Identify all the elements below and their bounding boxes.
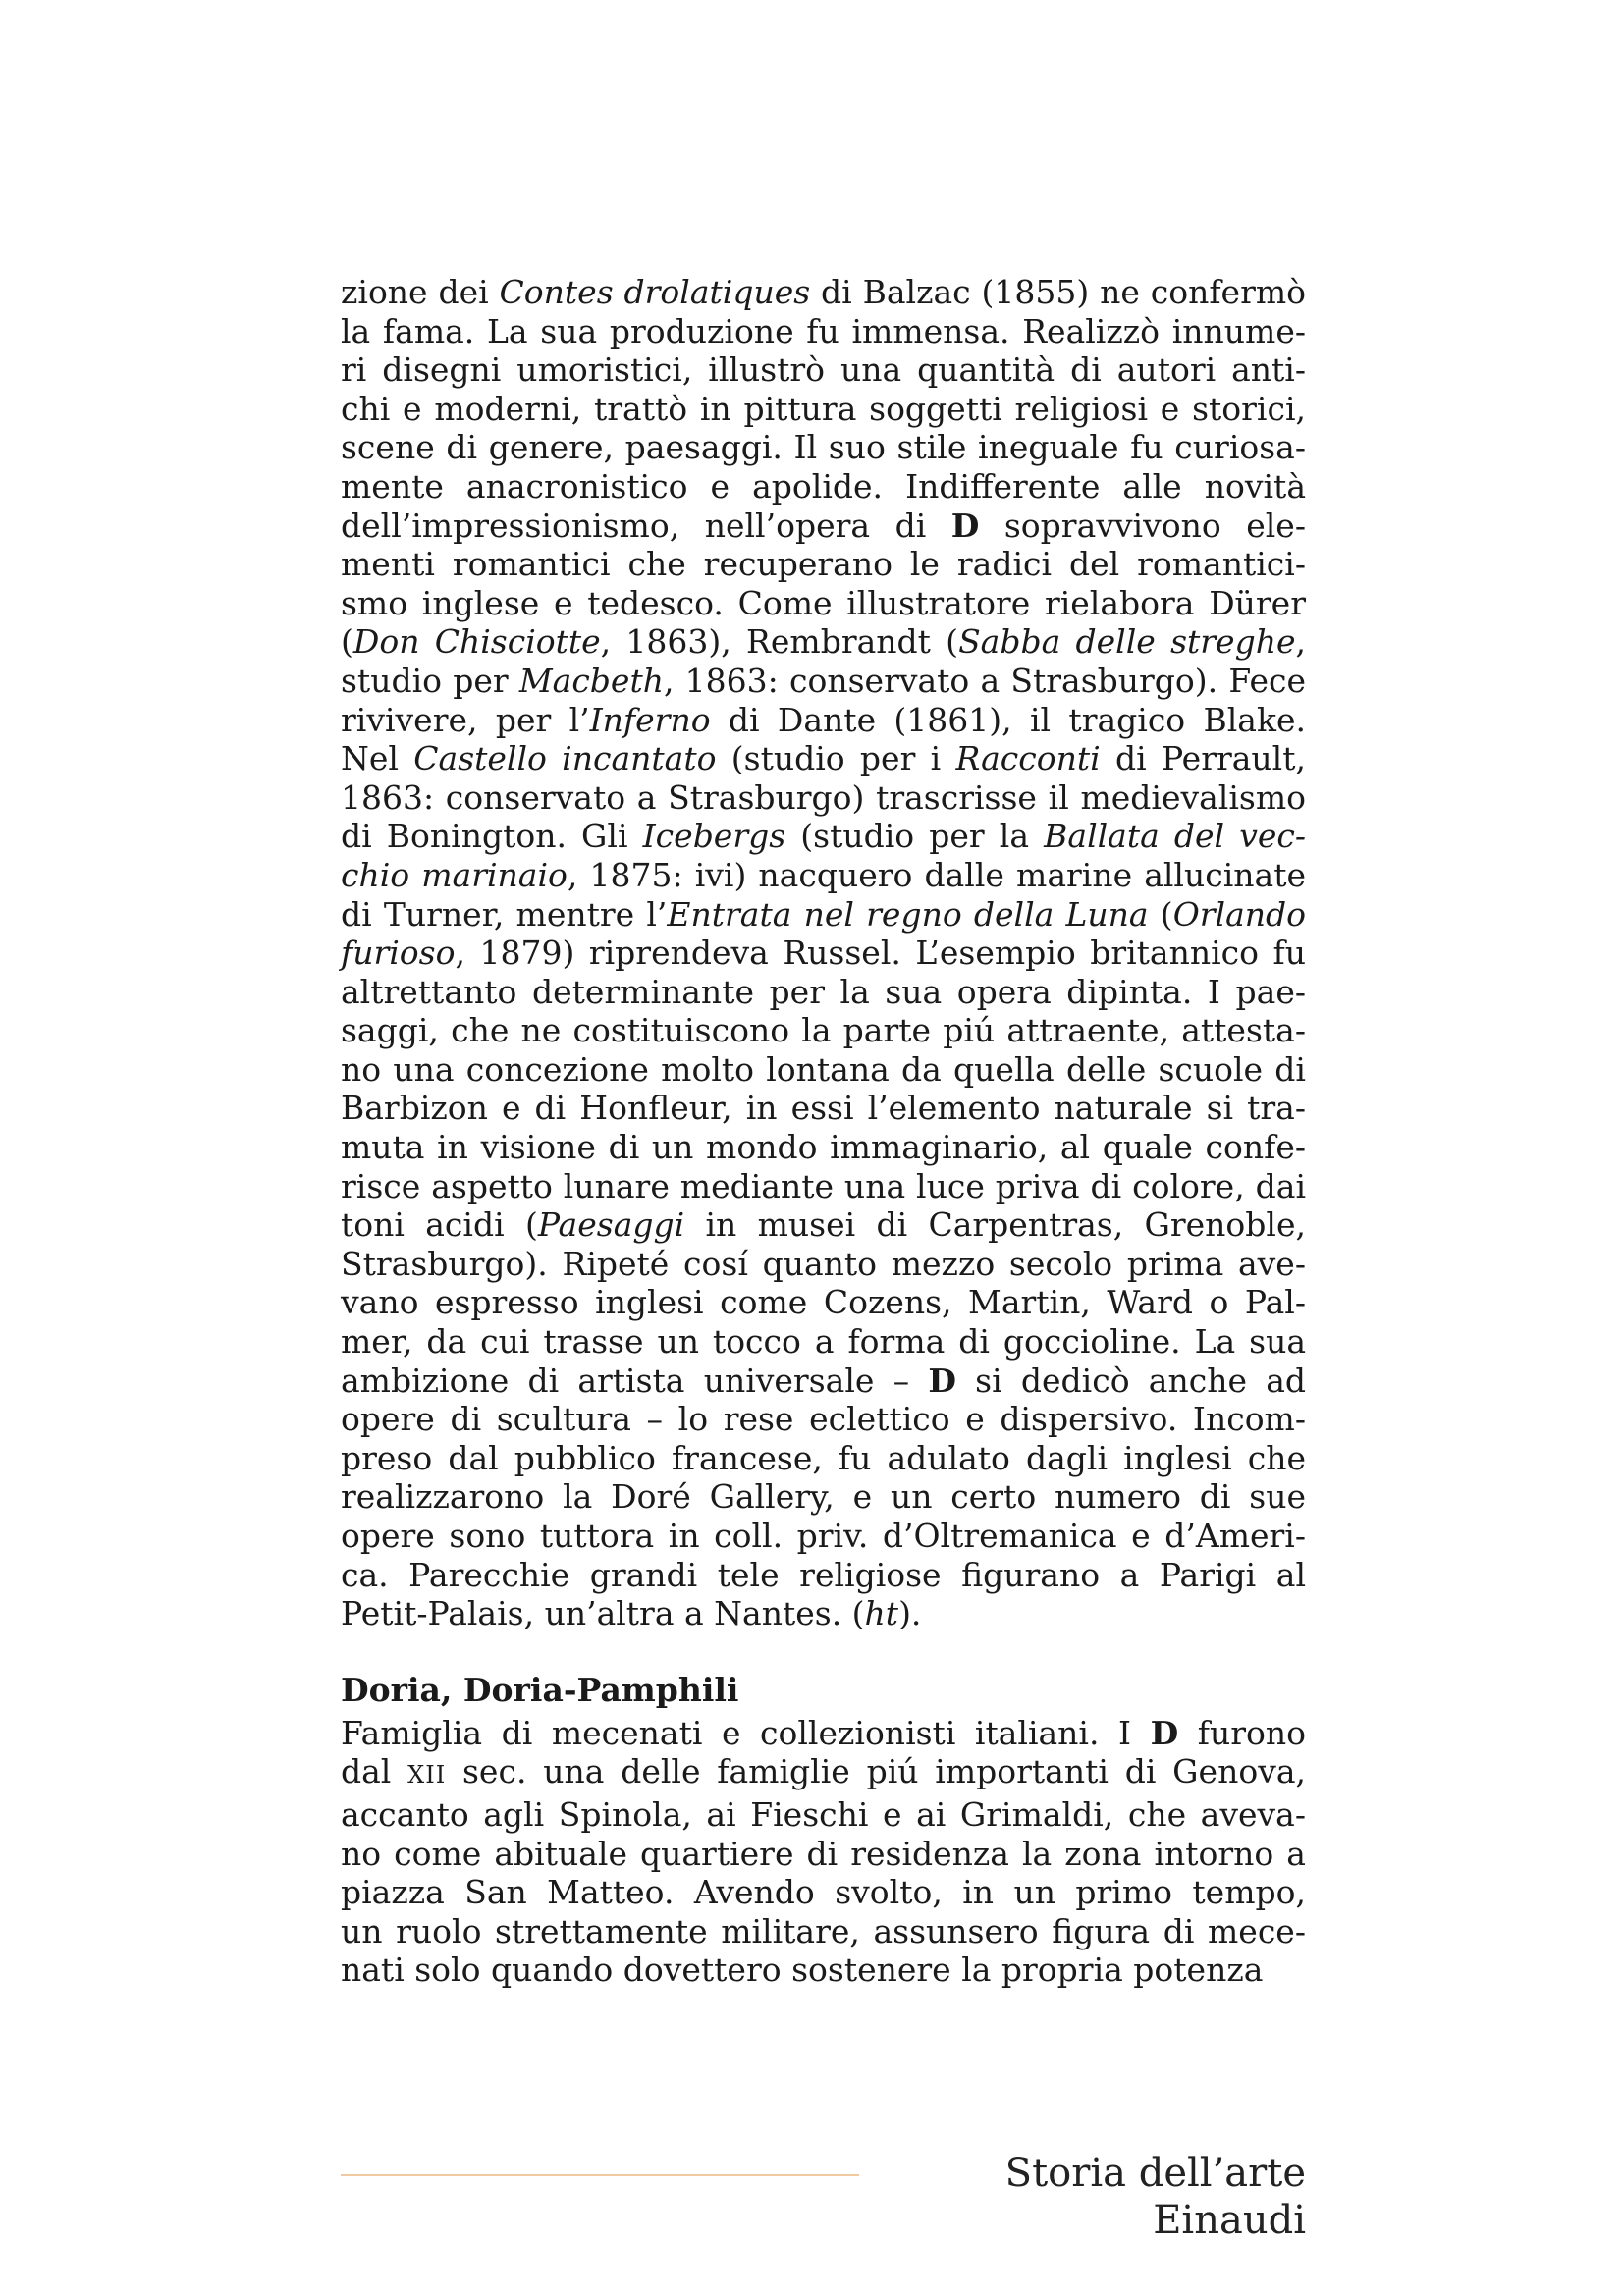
text-run: scene di genere, paesaggi. Il suo stile ineguale fu curiosa- (341, 428, 1306, 467)
footer-rule (341, 2174, 859, 2176)
text-column (341, 273, 1306, 1990)
text-run: opere di scultura – lo rese eclettico e dispersivo. Incom- (341, 1400, 1306, 1439)
text-run: ambizione di artista universale – (341, 1361, 929, 1400)
text-run: zione dei (341, 273, 500, 311)
italic-title: Ballata del vec- (1044, 817, 1307, 856)
body-paragraph-line (341, 545, 1306, 584)
text-run: Petit-Palais, un’altra a Nantes. ( (341, 1594, 865, 1633)
text-run: rivivere, per l’ (341, 700, 590, 739)
body-paragraph-line (341, 1205, 1306, 1245)
body-paragraph-line (341, 428, 1306, 467)
text-run: mer, da cui trasse un tocco a forma di goccioline. La sua (341, 1322, 1306, 1362)
text-run: Barbizon e di Honfleur, in essi l’elemento naturale si tra- (341, 1089, 1306, 1128)
text-run: dell’impressionismo, nell’opera di (341, 506, 951, 545)
text-run: 1863: conservato a Strasburgo) trascrisse il medievalismo (341, 777, 1306, 817)
bold-initial: D (928, 1361, 956, 1400)
text-run: muta in visione di un mondo immaginario, al quale confe- (341, 1128, 1306, 1167)
italic-title: Entrata nel regno della Luna (667, 894, 1149, 934)
body-paragraph-line (341, 973, 1306, 1012)
italic-title: Don Chisciotte (352, 622, 601, 662)
body-paragraph-line (341, 507, 1306, 546)
italic-title: furioso (341, 934, 456, 973)
text-run: menti romantici che recuperano le radici del romantici- (341, 545, 1306, 584)
text-run: , (1295, 622, 1306, 662)
entry-paragraph-line (341, 1912, 1306, 1951)
body-paragraph-line (341, 1050, 1306, 1090)
text-run: mente anacronistico e apolide. Indifferente alle novità (341, 466, 1306, 506)
text-run: saggi, che ne costituiscono la parte piú attraente, attesta- (341, 1011, 1306, 1050)
text-run: accanto agli Spinola, ai Fieschi e ai Grimaldi, che aveva- (341, 1794, 1306, 1834)
body-paragraph-line (341, 895, 1306, 934)
text-run: , 1875: ivi) nacquero dalle marine allucinate (567, 855, 1306, 894)
body-paragraph-line (341, 622, 1306, 662)
body-paragraph-line (341, 934, 1306, 973)
text-run: di Perrault, (1100, 739, 1306, 778)
body-paragraph-line (341, 778, 1306, 818)
body-paragraph-line (341, 1167, 1306, 1206)
text-run: realizzarono la Doré Gallery, e un certo numero di sue (341, 1477, 1306, 1517)
text-run: di Dante (1861), il tragico Blake. (710, 700, 1306, 739)
entry-paragraph (341, 1714, 1306, 1990)
text-run: toni acidi ( (341, 1205, 538, 1245)
text-run: di Turner, mentre l’ (341, 894, 668, 934)
text-run: smo inglese e tedesco. Come illustratore rielabora Dürer (341, 583, 1306, 622)
entry-paragraph-line (341, 1873, 1306, 1912)
text-run: ri disegni umoristici, illustrò una quantità di autori anti- (341, 350, 1306, 390)
text-run: ( (1148, 894, 1173, 934)
body-paragraph-line (341, 1517, 1306, 1556)
body-paragraph-line (341, 273, 1306, 312)
text-run: di Bonington. Gli (341, 817, 643, 856)
body-paragraph-line (341, 1245, 1306, 1284)
text-run: Nel (341, 739, 414, 778)
text-run: ( (341, 622, 353, 662)
text-run: dal (341, 1752, 408, 1791)
entry-paragraph-line (341, 1795, 1306, 1835)
body-paragraph-line (341, 856, 1306, 895)
body-paragraph-line (341, 1128, 1306, 1167)
text-run: in musei di Carpentras, Grenoble, (684, 1205, 1306, 1245)
text-run: ca. Parecchie grandi tele religiose figurano a Parigi al (341, 1555, 1306, 1594)
small-caps-numeral: XII (407, 1761, 447, 1789)
entry-paragraph-line (341, 1835, 1306, 1874)
italic-title: Sabba delle streghe (958, 622, 1296, 662)
entry-paragraph-line (341, 1752, 1306, 1795)
text-run: ). (898, 1594, 922, 1633)
entry-heading: Doria, Doria-Pamphili (341, 1670, 739, 1709)
body-paragraph-line (341, 1283, 1306, 1322)
italic-title: Icebergs (642, 817, 786, 856)
text-run: (studio per i (716, 739, 956, 778)
text-run: furono (1178, 1713, 1306, 1752)
text-run: , 1863), Rembrandt ( (600, 622, 959, 662)
body-paragraph-line (341, 1594, 1306, 1633)
italic-title: ht (864, 1594, 899, 1633)
text-run: studio per (341, 661, 519, 700)
italic-title: Contes drolatiques (499, 273, 811, 311)
body-paragraph-line (341, 817, 1306, 856)
text-run: di Balzac (1855) ne confermò (810, 273, 1307, 311)
body-paragraph-line (341, 584, 1306, 623)
text-run: risce aspetto lunare mediante una luce priva di colore, dai (341, 1166, 1306, 1205)
text-run: preso dal pubblico francese, fu adulato dagli inglesi che (341, 1438, 1306, 1477)
text-run: piazza San Matteo. Avendo svolto, in un primo tempo, (341, 1873, 1306, 1912)
text-run: opere sono tuttora in coll. priv. d’Oltremanica e d’Ameri- (341, 1517, 1306, 1555)
body-paragraph (341, 273, 1306, 1633)
text-run: un ruolo strettamente militare, assunsero figura di mece- (341, 1911, 1306, 1950)
bold-initial: D (950, 506, 980, 545)
text-run: la fama. La sua produzione fu immensa. Realizzò innume- (341, 311, 1306, 350)
text-run: vano espresso inglesi come Cozens, Martin, Ward o Pal- (341, 1283, 1306, 1322)
text-run: no una concezione molto lontana da quella delle scuole di (341, 1049, 1306, 1089)
text-run: no come abituale quartiere di residenza la zona intorno a (341, 1834, 1306, 1873)
italic-title: chio marinaio (341, 855, 568, 894)
body-paragraph-line (341, 1439, 1306, 1478)
text-run: Famiglia di mecenati e collezionisti italiani. I (341, 1713, 1151, 1752)
body-paragraph-line (341, 1089, 1306, 1128)
italic-title: Paesaggi (537, 1205, 685, 1245)
body-paragraph-line (341, 701, 1306, 740)
body-paragraph-line (341, 1477, 1306, 1517)
text-run: Strasburgo). Ripeté cosí quanto mezzo secolo prima ave- (341, 1244, 1306, 1283)
text-run: nati solo quando dovettero sostenere la propria potenza (341, 1950, 1264, 1990)
body-paragraph-line (341, 1011, 1306, 1050)
footer-title: Storia dell’arte Einaudi (1004, 2151, 1306, 2243)
body-paragraph-line (341, 350, 1306, 390)
text-run: , 1863: conservato a Strasburgo). Fece (663, 661, 1306, 700)
body-paragraph-line (341, 312, 1306, 351)
text-run: chi e moderni, trattò in pittura soggetti religiosi e storici, (341, 389, 1306, 428)
body-paragraph-line (341, 1322, 1306, 1362)
text-run: sopravvivono ele- (979, 506, 1306, 545)
text-run: , 1879) riprendeva Russel. L’esempio britannico fu (455, 934, 1306, 973)
italic-title: Castello incantato (413, 739, 717, 778)
text-run: si dedicò anche ad (955, 1361, 1307, 1400)
body-paragraph-line (341, 1556, 1306, 1595)
text-run: (studio per la (785, 817, 1045, 856)
entry-paragraph-line (341, 1950, 1306, 1990)
text-run: sec. una delle famiglie piú importanti di Genova, (446, 1752, 1307, 1791)
text-run: altrettanto determinante per la sua opera dipinta. I pae- (341, 972, 1306, 1011)
bold-initial: D (1150, 1713, 1179, 1752)
italic-title: Racconti (955, 739, 1101, 778)
italic-title: Macbeth (518, 661, 664, 700)
body-paragraph-line (341, 662, 1306, 701)
body-paragraph-line (341, 1362, 1306, 1401)
italic-title: Inferno (589, 700, 711, 739)
body-paragraph-line (341, 739, 1306, 778)
body-paragraph-line (341, 390, 1306, 429)
body-paragraph-line (341, 467, 1306, 507)
entry-paragraph-line (341, 1714, 1306, 1753)
italic-title: Orlando (1172, 894, 1306, 934)
body-paragraph-line (341, 1400, 1306, 1439)
